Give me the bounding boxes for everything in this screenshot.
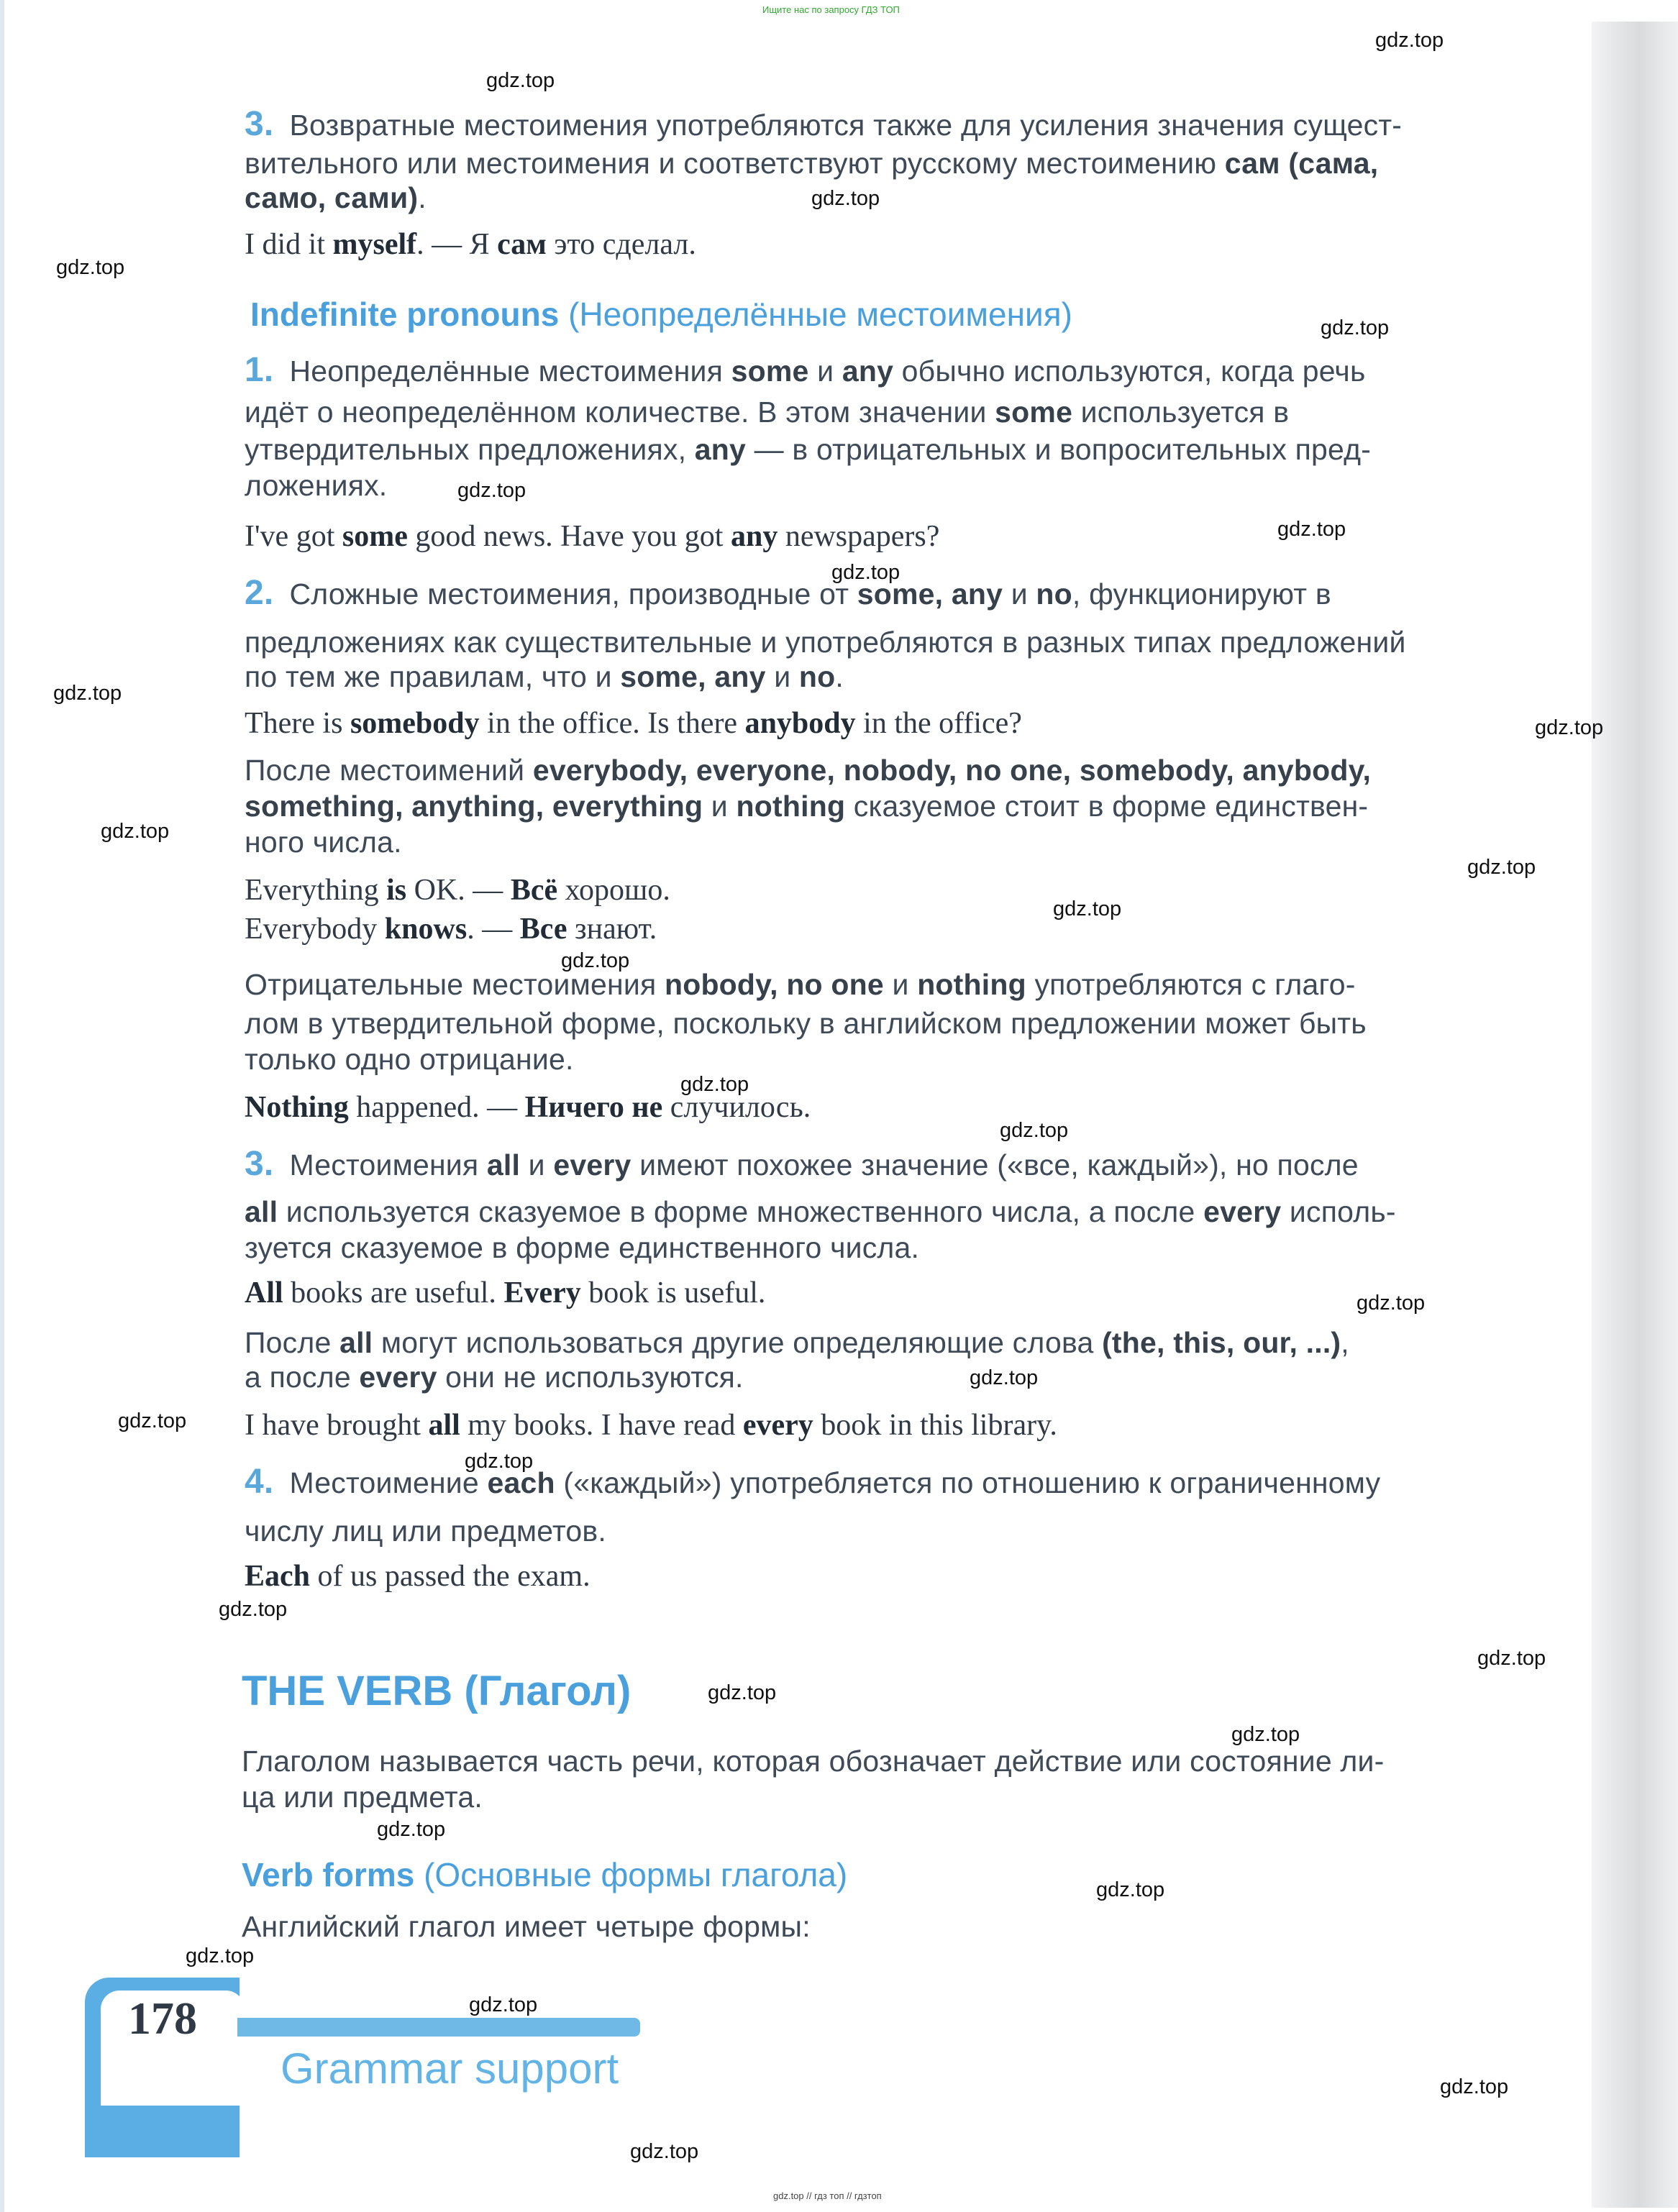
- watermark: gdz.top: [1440, 2075, 1509, 2098]
- watermark: gdz.top: [219, 1598, 288, 1621]
- watermark: gdz.top: [1477, 1647, 1546, 1670]
- indef-p2-negative-line-3: только одно отрицание.: [245, 1043, 574, 1076]
- indef-p3-line-3: зуется сказуемое в форме единственного числа.: [245, 1231, 920, 1264]
- item-number: 1.: [245, 351, 274, 389]
- watermark: gdz.top: [970, 1366, 1039, 1389]
- watermark: gdz.top: [1053, 897, 1122, 920]
- watermark: gdz.top: [1356, 1292, 1426, 1315]
- indef-p3-line-2: all используется сказуемое в форме множественного числа, а после every исполь-: [245, 1195, 1396, 1228]
- watermark: gdz.top: [457, 479, 526, 502]
- watermark: gdz.top: [1000, 1119, 1069, 1142]
- footer-bar: [237, 2018, 640, 2037]
- watermark: gdz.top: [811, 187, 880, 210]
- indef-p4-line-1: 4. Местоимение each («каждый») употребляется по отношению к ограниченному: [245, 1463, 1381, 1501]
- watermark: gdz.top: [1535, 716, 1604, 739]
- item-number: 3.: [245, 1145, 274, 1183]
- watermark: gdz.top: [486, 69, 555, 92]
- indef-p3-note-line-1: После all могут использоваться другие определяющие слова (the, this, our, ...),: [245, 1326, 1349, 1359]
- indef-p3-example-2: I have brought all my books. I have read every book in this library.: [245, 1409, 1057, 1442]
- watermark: gdz.top: [1096, 1878, 1165, 1901]
- watermark: gdz.top: [561, 949, 630, 972]
- indef-p1-example: I've got some good news. Have you got any newspapers?: [245, 520, 940, 553]
- indef-p2-example-4: Nothing happened. — Ничего не случилось.: [245, 1091, 811, 1124]
- watermark: gdz.top: [680, 1073, 749, 1096]
- watermark: gdz.top: [186, 1944, 255, 1968]
- watermark: gdz.top: [53, 682, 122, 705]
- indef-p2-negative-line-2: лом в утвердительной форме, поскольку в английском предложении может быть: [245, 1007, 1367, 1040]
- indef-p2-negative-line-1: Отрицательные местоимения nobody, no one и nothing употребляются с глаго-: [245, 968, 1356, 1001]
- indef-p3-note-line-2: а после every они не используются.: [245, 1361, 744, 1394]
- watermark: gdz.top: [56, 256, 125, 279]
- indef-p2-note-line-3: ного числа.: [245, 826, 402, 859]
- verb-definition-line-2: ца или предмета.: [242, 1781, 483, 1814]
- indef-p2-note-line-2: something, anything, everything и nothing сказуемое стоит в форме единствен-: [245, 790, 1369, 823]
- verb-heading: THE VERB (Глагол): [242, 1668, 631, 1714]
- bottom-note: gdz.top // гдз топ // гдзтоп: [773, 2190, 882, 2201]
- item-number: 2.: [245, 574, 274, 612]
- indef-p2-note-line-1: После местоимений everybody, everyone, nobody, no one, somebody, anybody,: [245, 754, 1372, 787]
- watermark: gdz.top: [377, 1818, 446, 1841]
- indef-p1-line-4: ложениях.: [245, 469, 388, 502]
- indef-p2-example-1: There is somebody in the office. Is there anybody in the office?: [245, 707, 1022, 740]
- verb-definition-line-1: Глаголом называется часть речи, которая обозначает действие или состояние ли-: [242, 1745, 1385, 1778]
- indef-p4-line-2: числу лиц или предметов.: [245, 1514, 606, 1548]
- top-note: Ищите нас по запросу ГДЗ ТОП: [762, 4, 900, 15]
- indef-p2-example-3: Everybody knows. — Все знают.: [245, 913, 657, 946]
- reflexive-example: I did it myself. — Я сам это сделал.: [245, 228, 696, 261]
- watermark: gdz.top: [118, 1409, 187, 1432]
- footer-section-title: Grammar support: [281, 2044, 619, 2093]
- watermark: gdz.top: [465, 1450, 534, 1473]
- watermark: gdz.top: [1231, 1723, 1300, 1746]
- page-left-edge: [0, 0, 4, 2212]
- verb-forms-text: Английский глагол имеет четыре формы:: [242, 1910, 811, 1943]
- reflexive-line-1: 3. Возвратные местоимения употребляются также для усиления значения сущест-: [245, 105, 1403, 143]
- reflexive-line-3: само, сами).: [245, 181, 427, 214]
- watermark: gdz.top: [708, 1681, 777, 1704]
- indef-p2-line-2: предложениях как существительные и употребляются в разных типах предложений: [245, 626, 1406, 659]
- reflexive-line-2: вительного или местоимения и соответствуют русскому местоимению сам (сама,: [245, 147, 1379, 180]
- item-number: 3.: [245, 105, 274, 143]
- indef-p1-line-3: утвердительных предложениях, any — в отрицательных и вопросительных пред-: [245, 433, 1372, 466]
- indef-p3-line-1: 3. Местоимения all и every имеют похожее значение («все, каждый»), но после: [245, 1145, 1359, 1183]
- indefinite-pronouns-heading: Indefinite pronouns (Неопределённые местоимения): [250, 296, 1072, 333]
- indef-p1-line-2: идёт о неопределённом количестве. В этом значении some используется в: [245, 396, 1290, 429]
- indef-p4-example: Each of us passed the exam.: [245, 1560, 591, 1593]
- watermark: gdz.top: [1321, 316, 1390, 339]
- indef-p3-example-1: All books are useful. Every book is useful.: [245, 1276, 766, 1310]
- watermark: gdz.top: [1277, 518, 1346, 541]
- watermark: gdz.top: [1375, 29, 1444, 52]
- indef-p2-example-2: Everything is OK. — Всё хорошо.: [245, 874, 670, 907]
- watermark: gdz.top: [630, 2140, 699, 2163]
- indef-p2-line-3: по тем же правилам, что и some, any и no.: [245, 660, 844, 693]
- watermark: gdz.top: [831, 561, 900, 584]
- page-gutter-shadow: [1592, 22, 1678, 2208]
- verb-forms-heading: Verb forms (Основные формы глагола): [242, 1856, 848, 1893]
- item-number: 4.: [245, 1463, 274, 1501]
- watermark: gdz.top: [101, 820, 170, 843]
- page-number: 178: [128, 1993, 197, 2044]
- watermark: gdz.top: [469, 1993, 538, 2016]
- indef-p2-line-1: 2. Сложные местоимения, производные от some, any и no, функционируют в: [245, 574, 1331, 612]
- indef-p1-line-1: 1. Неопределённые местоимения some и any обычно используются, когда речь: [245, 351, 1366, 389]
- watermark: gdz.top: [1467, 856, 1536, 879]
